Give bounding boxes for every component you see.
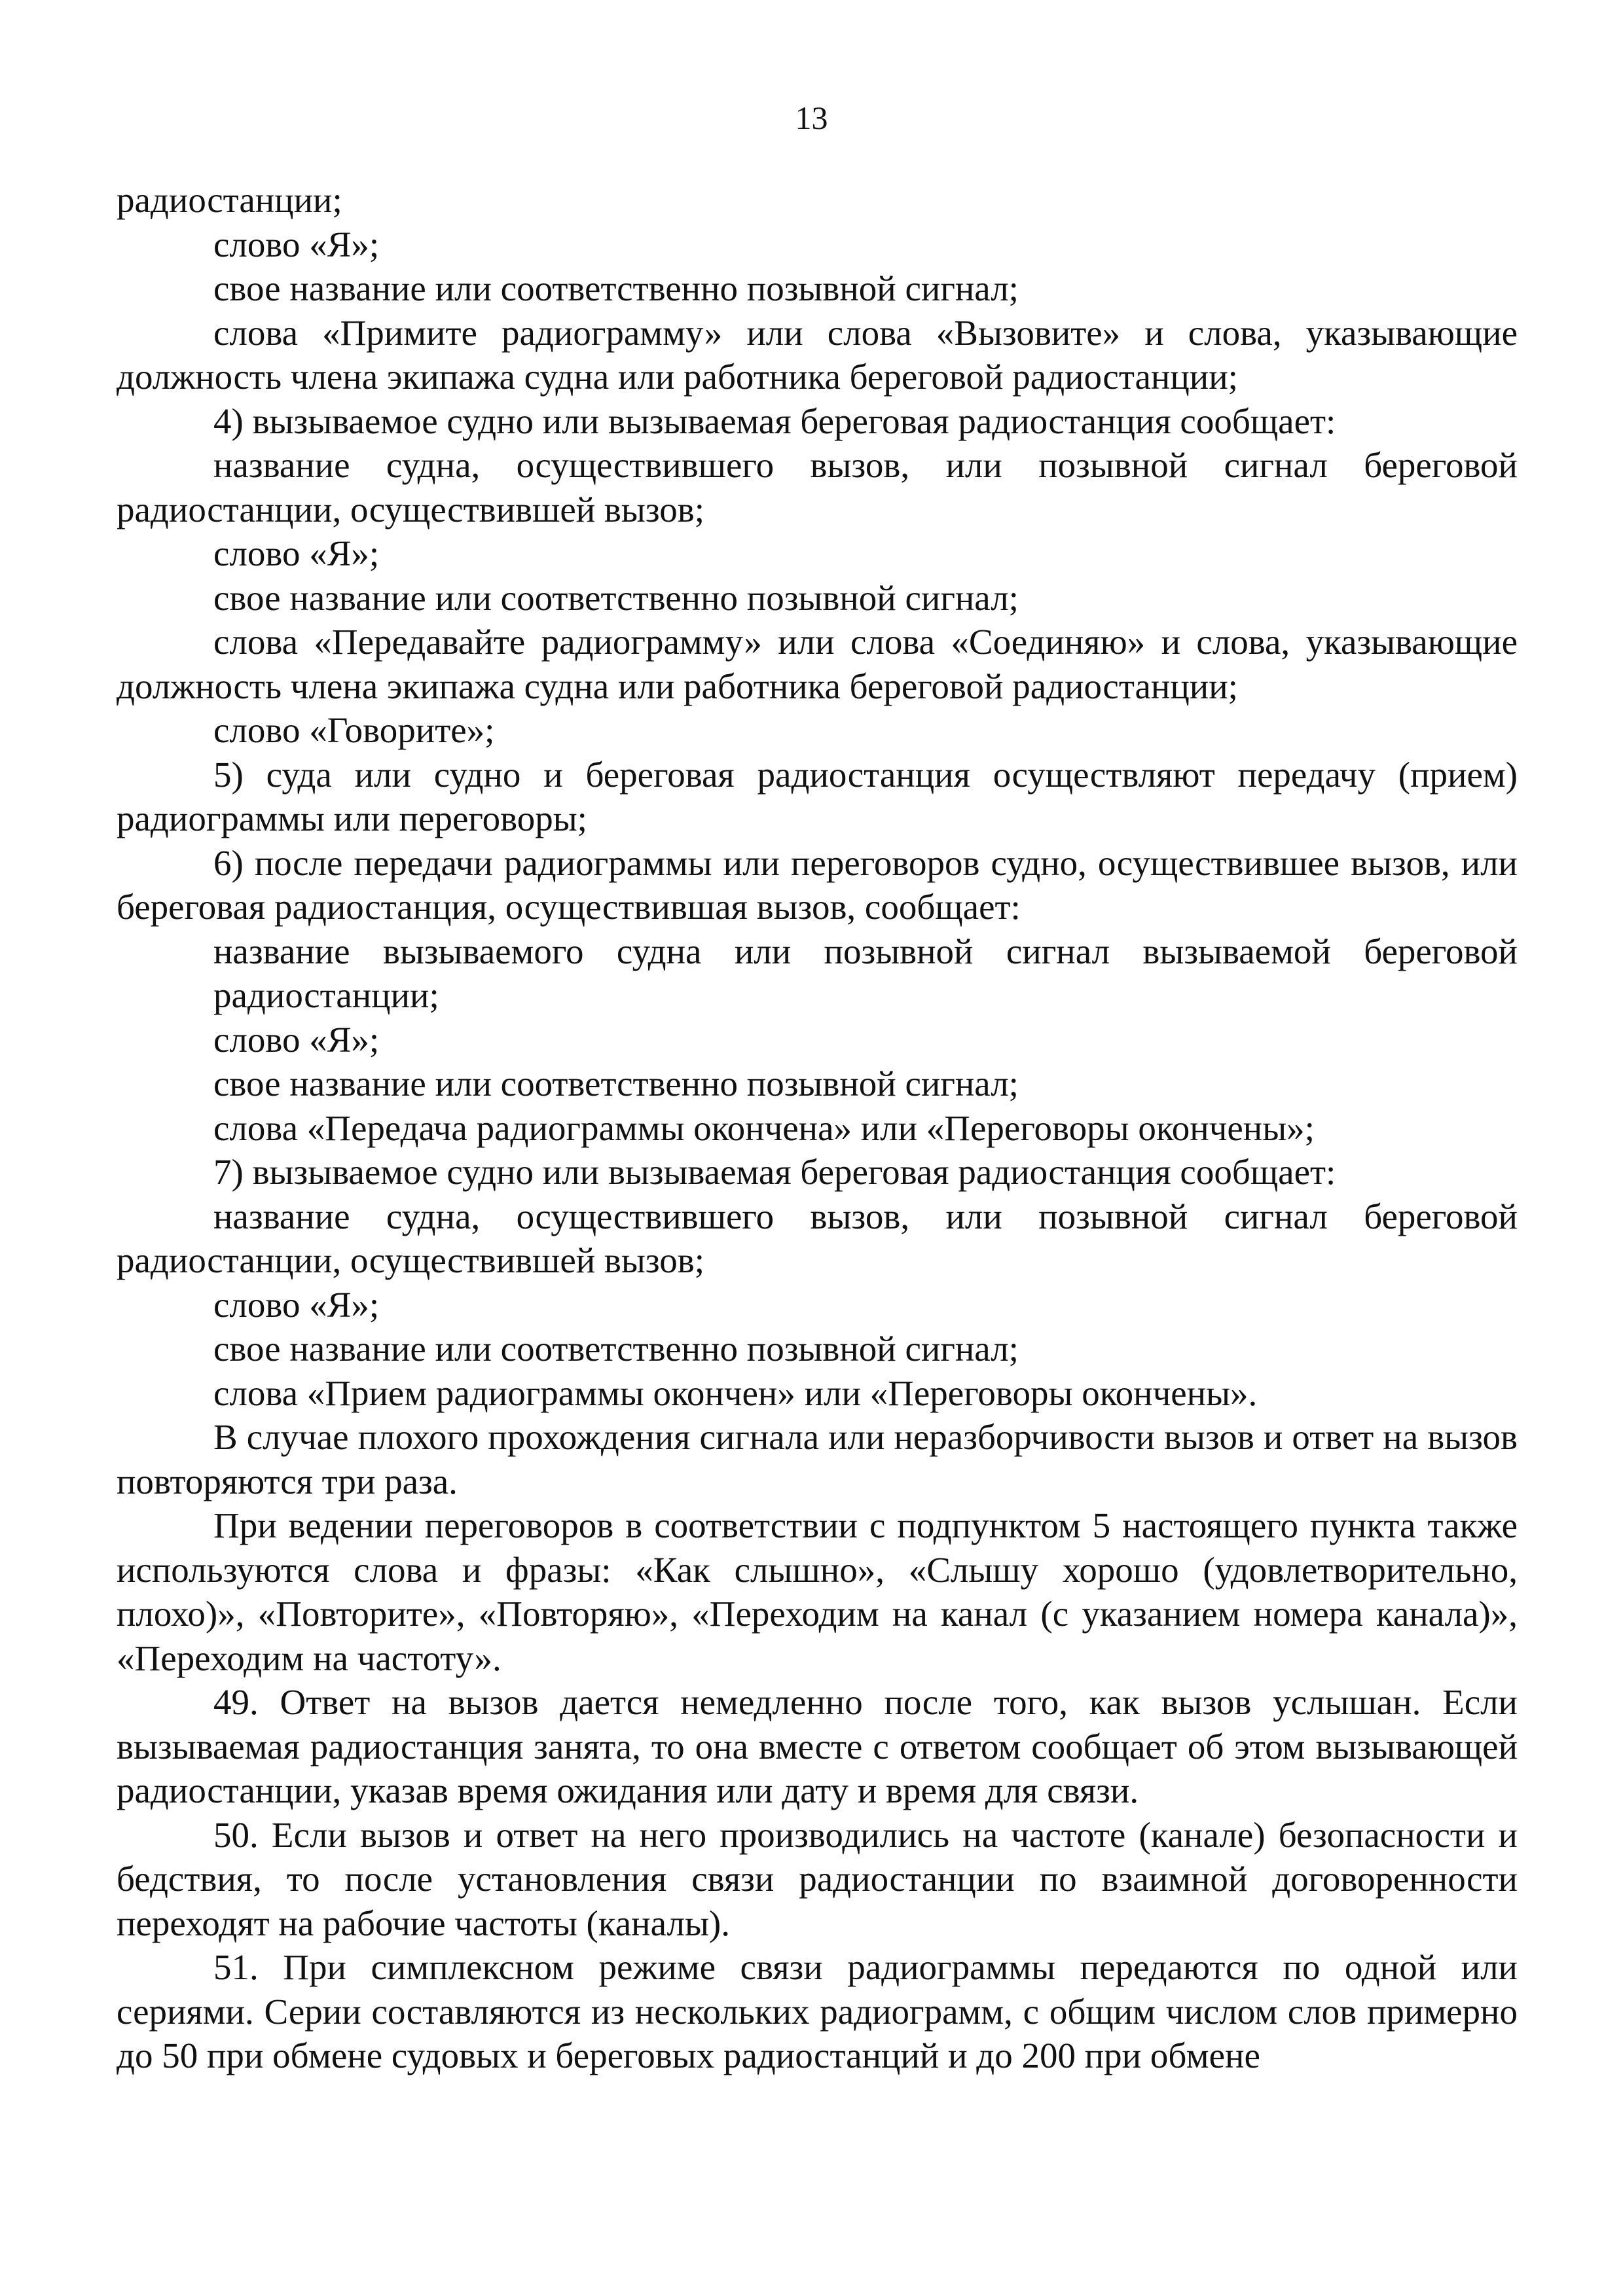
- paragraph: 50. Если вызов и ответ на него производились на частоте (канале) безопасности и бедствия, то после установления связи радиостанции по взаимной договоренности переходят на рабочие частоты (каналы).: [117, 1814, 1518, 1943]
- paragraph: свое название или соответственно позывной сигнал;: [213, 1329, 1019, 1369]
- paragraph: 4) вызываемое судно или вызываемая береговая радиостанция сообщает:: [213, 401, 1336, 441]
- paragraph: 5) суда или судно и береговая радиостанция осуществляют передачу (прием) радиограммы или переговоры;: [117, 754, 1518, 838]
- paragraph: свое название или соответственно позывной сигнал;: [213, 1064, 1019, 1103]
- paragraph: радиостанции;: [117, 180, 342, 220]
- paragraph: название судна, осуществившего вызов, или позывной сигнал береговой радиостанции, осуществившей вызов;: [117, 445, 1518, 529]
- paragraph: свое название или соответственно позывной сигнал;: [213, 268, 1019, 308]
- page-number: 13: [795, 99, 828, 136]
- paragraph: 51. При симплексном режиме связи радиограммы передаются по одной или сериями. Серии составляются из нескольких радиограмм, с общим числом слов примерно до 50 при обмене судовых и береговых радиостанций и до 200 при обмене: [117, 1947, 1518, 2075]
- document-body: [117, 178, 1518, 2078]
- paragraph: радиостанции;: [213, 975, 439, 1015]
- paragraph: В случае плохого прохождения сигнала или неразборчивости вызов и ответ на вызов повторяются три раза.: [117, 1417, 1518, 1501]
- paragraph: При ведении переговоров в соответствии с подпунктом 5 настоящего пункта также используются слова и фразы: «Как слышно», «Слышу хорошо (удовлетворительно, плохо)», «Повторите», «Повторяю», «Переходим на канал (с указанием номера канала)», «Переходим на частоту».: [117, 1505, 1518, 1678]
- paragraph: 49. Ответ на вызов дается немедленно после того, как вызов услышан. Если вызываемая радиостанция занята, то она вместе с ответом сообщает об этом вызывающей радиостанции, указав время ожидания или дату и время для связи.: [117, 1682, 1518, 1810]
- paragraph: слово «Я»;: [213, 533, 380, 573]
- paragraph: слово «Я»;: [213, 1284, 380, 1325]
- paragraph: 6) после передачи радиограммы или переговоров судно, осуществившее вызов, или береговая радиостанция, осуществившая вызов, сообщает:: [117, 842, 1518, 927]
- paragraph: слова «Примите радиограмму» или слова «Вызовите» и слова, указывающие должность члена экипажа судна или работника береговой радиостанции;: [117, 312, 1518, 397]
- paragraph: название вызываемого судна или позывной сигнал вызываемой береговой: [213, 931, 1518, 971]
- paragraph: 7) вызываемое судно или вызываемая береговая радиостанция сообщает:: [213, 1152, 1336, 1192]
- paragraph: название судна, осуществившего вызов, или позывной сигнал береговой радиостанции, осуществившей вызов;: [117, 1196, 1518, 1280]
- paragraph: слово «Говорите»;: [213, 710, 495, 750]
- paragraph: слова «Передавайте радиограмму» или слова «Соединяю» и слова, указывающие должность члена экипажа судна или работника береговой радиостанции;: [117, 622, 1518, 706]
- paragraph: слово «Я»;: [213, 224, 380, 264]
- paragraph: слово «Я»;: [213, 1019, 380, 1060]
- paragraph: слова «Прием радиограммы окончен» или «Переговоры окончены».: [213, 1372, 1258, 1413]
- paragraph: слова «Передача радиограммы окончена» или «Переговоры окончены»;: [213, 1107, 1315, 1148]
- paragraph: свое название или соответственно позывной сигнал;: [213, 577, 1019, 618]
